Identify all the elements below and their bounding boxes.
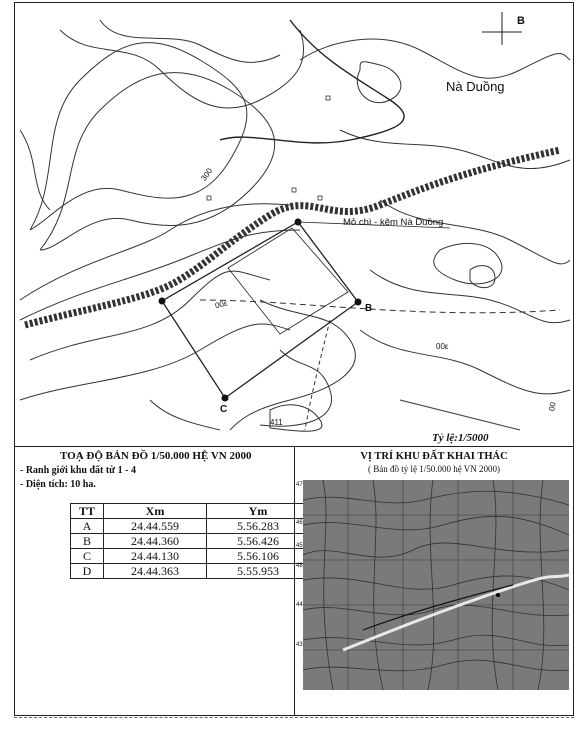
point-c-marker <box>222 395 229 402</box>
cell-xm: 24.44.360 <box>104 534 207 549</box>
location-title: VỊ TRÍ KHU ĐẤT KHAI THÁC <box>360 451 508 462</box>
point-b-label: B <box>365 303 373 314</box>
table-row <box>71 549 310 564</box>
place-name-label: Nà Duồng <box>446 79 505 94</box>
area-note: - Diện tích: 10 ha. <box>20 479 96 490</box>
north-arrow <box>482 12 522 45</box>
header-ym: Ym <box>207 504 310 519</box>
contour-label-300: 300 <box>199 166 215 183</box>
grid-number: 43 <box>296 642 303 648</box>
contour-label: 00ε <box>214 298 229 311</box>
cell-tt: A <box>71 519 104 534</box>
grid-number: 48 <box>296 563 303 569</box>
cell-ym: 5.56.426 <box>207 534 310 549</box>
cell-tt: D <box>71 564 104 579</box>
grid-number: 45 <box>296 543 303 549</box>
cell-xm: 24.44.559 <box>104 519 207 534</box>
grid-number: 47 <box>296 482 303 488</box>
cell-ym: 5.55.953 <box>207 564 310 579</box>
table-row <box>71 564 310 579</box>
contour-label: 00ε <box>436 342 449 351</box>
point-d-marker <box>159 298 166 305</box>
coordinates-title: TOẠ ĐỘ BẢN ĐỒ 1/50.000 HỆ VN 2000 <box>60 450 252 462</box>
map-scale: Tỷ lệ:1/5000 <box>432 432 489 444</box>
grid-number: 44 <box>296 602 303 608</box>
coordinates-table <box>70 503 310 579</box>
panel-divider-vertical <box>294 446 295 716</box>
location-topo-map <box>303 480 569 690</box>
point-b-marker <box>355 299 362 306</box>
cell-xm: 24.44.363 <box>104 564 207 579</box>
grid-number: 46 <box>296 520 303 526</box>
cell-tt: B <box>71 534 104 549</box>
contour-label-411: 411 <box>270 418 283 427</box>
cell-tt: C <box>71 549 104 564</box>
mine-label: Mỏ chì - kẽm Nà Duồng <box>343 217 444 228</box>
contour-label: 00 <box>547 401 558 412</box>
table-row <box>71 519 310 534</box>
header-tt: TT <box>71 504 104 519</box>
table-header-row <box>71 504 310 519</box>
boundary-note: - Ranh giới khu đất từ 1 - 4 <box>20 465 137 476</box>
cell-ym: 5.56.106 <box>207 549 310 564</box>
cell-ym: 5.56.283 <box>207 519 310 534</box>
point-c-label: C <box>220 404 228 415</box>
north-label: B <box>517 15 525 27</box>
bottom-dashed-line <box>14 717 574 718</box>
table-row <box>71 534 310 549</box>
header-xm: Xm <box>104 504 207 519</box>
location-subtitle: ( Bản đồ tỷ lệ 1/50.000 hệ VN 2000) <box>367 464 501 474</box>
cell-xm: 24.44.130 <box>104 549 207 564</box>
